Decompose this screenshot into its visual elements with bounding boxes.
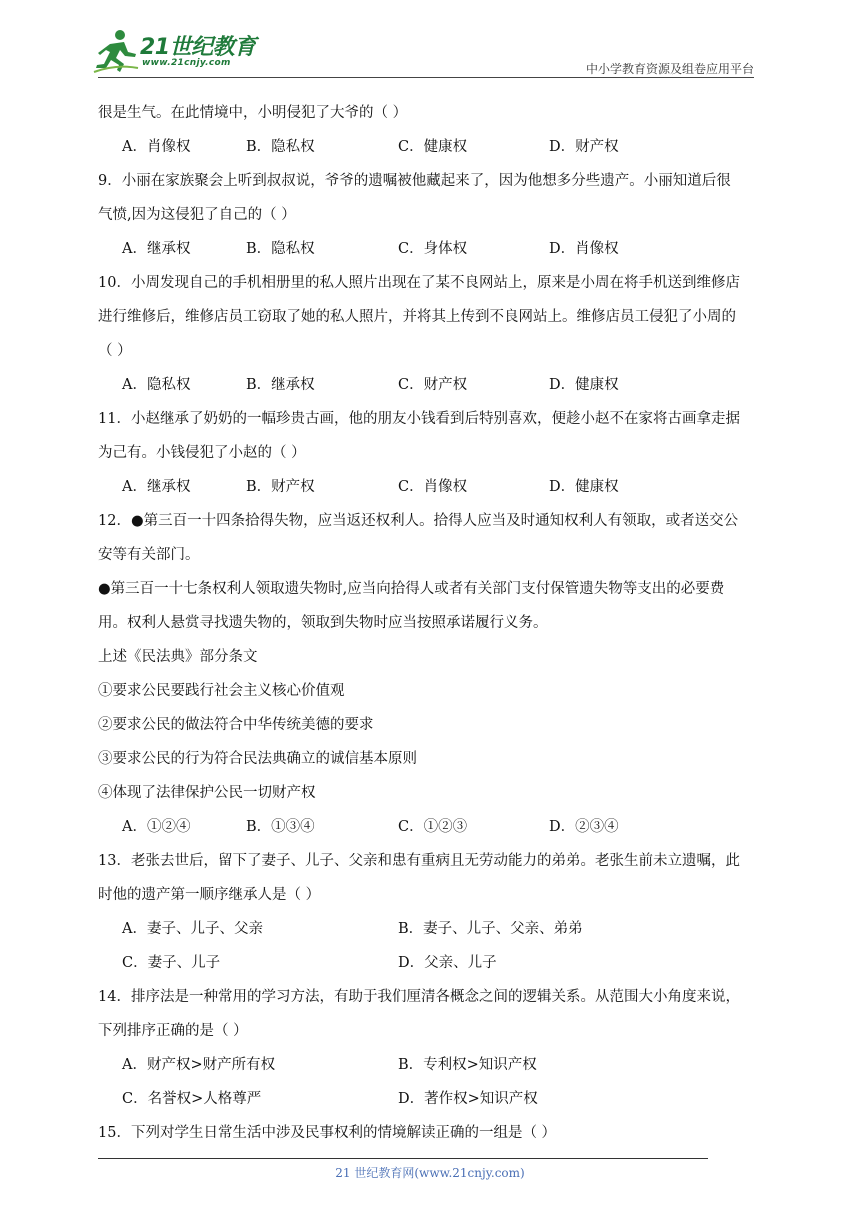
option-b: B．①③④: [246, 819, 315, 835]
option-b: B．隐私权: [246, 139, 315, 155]
statement-3: ③要求公民的行为符合民法典确立的诚信基本原则: [98, 751, 417, 767]
option-b: B．妻子、儿子、父亲、弟弟: [398, 921, 583, 937]
option-d: D．②③④: [549, 819, 619, 835]
question-8: [98, 96, 774, 164]
option-d: D．健康权: [549, 479, 619, 495]
option-d: D．父亲、儿子: [398, 955, 497, 971]
option-a: A．妻子、儿子、父亲: [122, 921, 263, 937]
question-stem-line: 气愤,因为这侵犯了自己的（ ）: [98, 207, 296, 223]
option-a: A．肖像权: [122, 139, 191, 155]
footer-divider: [98, 1158, 708, 1159]
question-14: [98, 980, 774, 1116]
page-footer: 21 世纪教育网(www.21cnjy.com): [335, 1166, 525, 1180]
question-stem-line: 为己有。小钱侵犯了小赵的（ ）: [98, 445, 306, 461]
header-divider: [98, 77, 754, 78]
logo-text: 21世纪教育: [140, 35, 256, 60]
question-15: [98, 1116, 774, 1150]
site-logo: [92, 28, 262, 78]
option-c: C．身体权: [398, 241, 468, 257]
option-d: D．著作权>知识产权: [398, 1091, 538, 1107]
question-stem-line: 13．老张去世后，留下了妻子、儿子、父亲和患有重病且无劳动能力的弟弟。老张生前未立遗嘱，此: [98, 853, 740, 869]
question-stem-line: 15．下列对学生日常生活中涉及民事权利的情境解读正确的一组是（ ）: [98, 1125, 557, 1141]
option-d: D．肖像权: [549, 241, 619, 257]
question-stem-line: 进行维修后，维修店员工窃取了她的私人照片，并将其上传到不良网站上。维修店员工侵犯了小周的: [98, 309, 736, 325]
answer-options: [98, 232, 774, 266]
answer-options-row-2: [98, 946, 774, 980]
answer-options-row-2: [98, 1082, 774, 1116]
question-stem-line: 很是生气。在此情境中，小明侵犯了大爷的（ ）: [98, 105, 408, 121]
answer-options: [98, 470, 774, 504]
option-c: C．肖像权: [398, 479, 468, 495]
question-list: [98, 96, 774, 1150]
option-d: D．健康权: [549, 377, 619, 393]
page-header: [0, 0, 860, 80]
question-stem-line: ●第三百一十七条权利人领取遗失物时,应当向拾得人或者有关部门支付保管遗失物等支出的必要费: [98, 581, 725, 597]
option-b: B．隐私权: [246, 241, 315, 257]
statement-4: ④体现了法律保护公民一切财产权: [98, 785, 316, 801]
option-a: A．财产权>财产所有权: [122, 1057, 276, 1073]
answer-options: [98, 368, 774, 402]
option-c: C．财产权: [398, 377, 468, 393]
question-10: [98, 266, 774, 402]
option-a: A．继承权: [122, 241, 191, 257]
runner-logo-icon: [92, 28, 140, 74]
answer-options: [98, 130, 774, 164]
statement-2: ②要求公民的做法符合中华传统美德的要求: [98, 717, 374, 733]
option-b: B．财产权: [246, 479, 315, 495]
question-12: [98, 504, 774, 844]
question-stem-line: 下列排序正确的是（ ）: [98, 1023, 248, 1039]
question-stem-line: 12．●第三百一十四条拾得失物，应当返还权利人。拾得人应当及时通知权利人有领取，或者送交公: [98, 513, 739, 529]
option-a: A．继承权: [122, 479, 191, 495]
option-c: C．妻子、儿子: [122, 955, 221, 971]
option-c: C．①②③: [398, 819, 468, 835]
answer-options-row-1: [98, 912, 774, 946]
question-stem-line: 用。权利人悬赏寻找遗失物的，领取到失物时应当按照承诺履行义务。: [98, 615, 548, 631]
option-c: C．健康权: [398, 139, 468, 155]
option-b: B．专利权>知识产权: [398, 1057, 537, 1073]
logo-url: www.21cnjy.com: [142, 58, 231, 68]
statement-1: ①要求公民要践行社会主义核心价值观: [98, 683, 345, 699]
question-9: [98, 164, 774, 266]
option-a: A．隐私权: [122, 377, 191, 393]
option-a: A．①②④: [122, 819, 191, 835]
question-stem-line: 上述《民法典》部分条文: [98, 649, 258, 665]
question-stem-line: 时他的遗产第一顺序继承人是（ ）: [98, 887, 321, 903]
question-11: [98, 402, 774, 504]
question-stem-line: 14．排序法是一种常用的学习方法，有助于我们厘清各概念之间的逻辑关系。从范围大小角度来说，: [98, 989, 740, 1005]
platform-tagline: 中小学教育资源及组卷应用平台: [585, 62, 754, 76]
question-13: [98, 844, 774, 980]
option-d: D．财产权: [549, 139, 619, 155]
question-stem-line: 9．小丽在家族聚会上听到叔叔说，爷爷的遗嘱被他藏起来了，因为他想多分些遗产。小丽知道后很: [98, 173, 731, 189]
option-c: C．名誉权>人格尊严: [122, 1091, 262, 1107]
question-stem-line: （ ）: [98, 343, 132, 359]
answer-options-row-1: [98, 1048, 774, 1082]
question-stem-line: 10．小周发现自己的手机相册里的私人照片出现在了某不良网站上，原来是小周在将手机送到维修店: [98, 275, 740, 291]
option-b: B．继承权: [246, 377, 315, 393]
question-stem-line: 安等有关部门。: [98, 547, 200, 563]
answer-options: [98, 810, 774, 844]
question-stem-line: 11．小赵继承了奶奶的一幅珍贵古画，他的朋友小钱看到后特别喜欢，便趁小赵不在家将古画拿走据: [98, 411, 740, 427]
